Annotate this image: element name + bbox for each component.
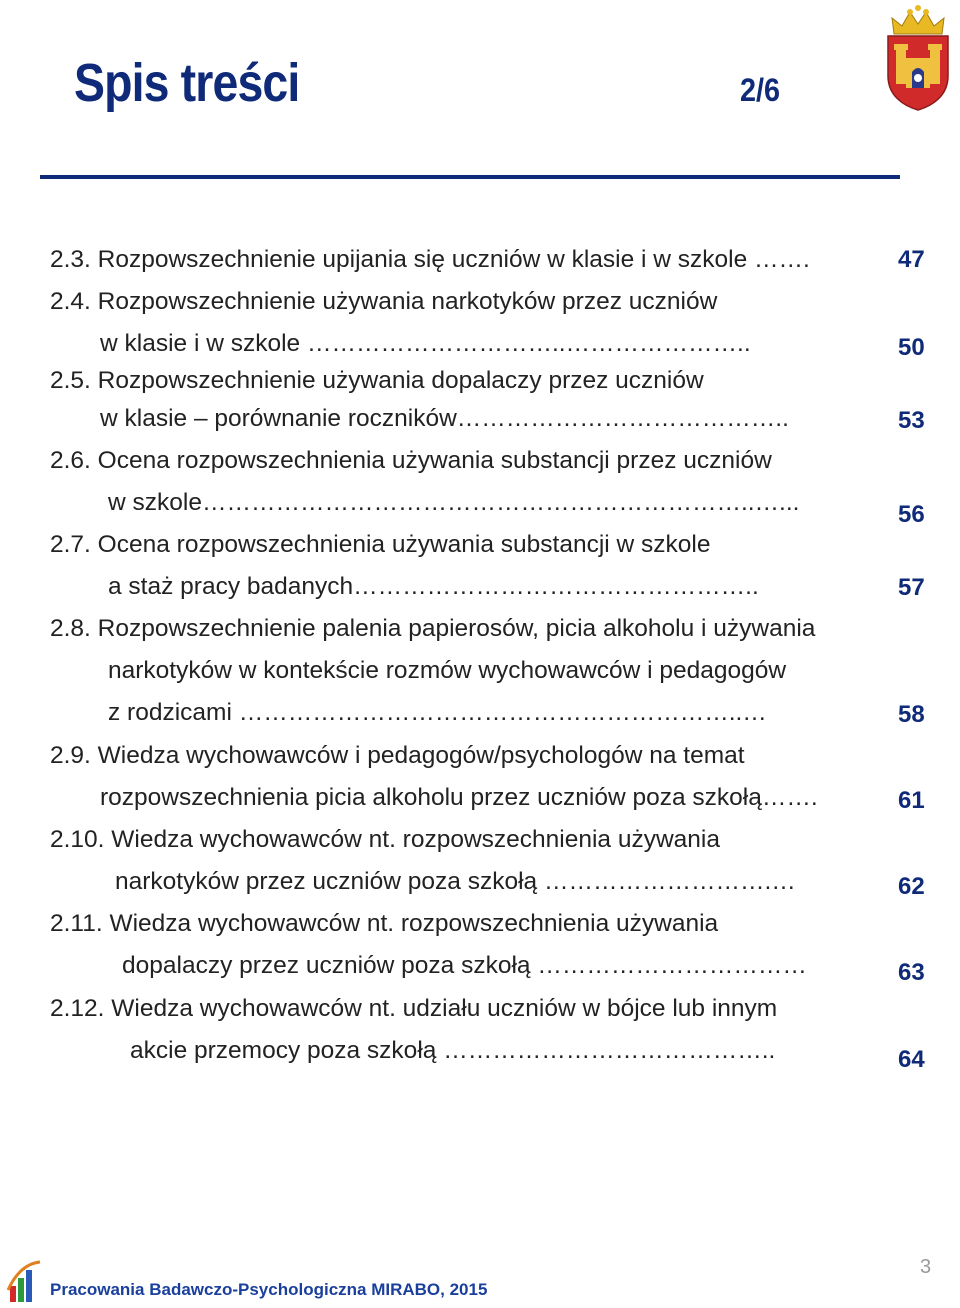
toc-entry-title[interactable]: 2.8. Rozpowszechnienie palenia papierosów, picia alkoholu i używania: [50, 615, 816, 642]
krakow-crest-icon: [880, 4, 956, 112]
toc-entry-page[interactable]: 58: [898, 701, 925, 728]
toc-entry-continuation[interactable]: akcie przemocy poza szkołą …………………………………..: [130, 1037, 776, 1064]
header-divider: [40, 175, 900, 179]
toc-entry-continuation[interactable]: dopalaczy przez uczniów poza szkołą ……………………………: [122, 952, 807, 979]
toc-entry-title[interactable]: 2.6. Ocena rozpowszechnienia używania substancji przez uczniów: [50, 447, 772, 474]
toc-entry-page[interactable]: 57: [898, 574, 925, 601]
toc-entry-title[interactable]: 2.5. Rozpowszechnienie używania dopalaczy przez uczniów: [50, 367, 704, 394]
toc-entry-title[interactable]: 2.10. Wiedza wychowawców nt. rozpowszechnienia używania: [50, 826, 720, 853]
toc-entry-page[interactable]: 63: [898, 959, 925, 986]
toc-entry-continuation[interactable]: w klasie – porównanie roczników…………………………………..: [100, 405, 789, 432]
toc-entry-title[interactable]: 2.12. Wiedza wychowawców nt. udziału uczniów w bójce lub innym: [50, 995, 778, 1022]
section-page-count: 2/6: [740, 72, 781, 108]
toc-entry-title[interactable]: 2.4. Rozpowszechnienie używania narkotyków przez uczniów: [50, 288, 718, 315]
toc-entry-continuation[interactable]: rozpowszechnienia picia alkoholu przez uczniów poza szkołą…….: [100, 784, 818, 811]
toc-entry-title[interactable]: 2.11. Wiedza wychowawców nt. rozpowszechnienia używania: [50, 910, 719, 937]
toc-entry-title[interactable]: 2.3. Rozpowszechnienie upijania się uczniów w klasie i w szkole …….: [50, 246, 810, 273]
toc-entry-page[interactable]: 53: [898, 407, 925, 434]
toc-entry-continuation[interactable]: narkotyków przez uczniów poza szkołą ……………………….…: [115, 868, 796, 895]
footer-text: Pracowania Badawczo-Psychologiczna MIRABO, 2015: [50, 1280, 488, 1299]
toc-entry-continuation[interactable]: w klasie i w szkole …………………………..…………………..: [100, 330, 751, 357]
toc-entry-title[interactable]: 2.7. Ocena rozpowszechnienia używania substancji w szkole: [50, 531, 711, 558]
toc-entry-continuation[interactable]: narkotyków w kontekście rozmów wychowawców i pedagogów: [108, 657, 787, 684]
toc-entry-page[interactable]: 62: [898, 873, 925, 900]
mirabo-logo-icon: [6, 1260, 42, 1304]
toc-entry-page[interactable]: 64: [898, 1046, 925, 1073]
page-number: 3: [920, 1256, 932, 1278]
toc-entry-page[interactable]: 47: [898, 246, 925, 273]
toc-entry-page[interactable]: 56: [898, 501, 925, 528]
toc-entry-page[interactable]: 61: [898, 787, 925, 814]
toc-entry-title[interactable]: 2.9. Wiedza wychowawców i pedagogów/psychologów na temat: [50, 742, 745, 769]
toc-entry-continuation[interactable]: a staż pracy badanych…………………………………………..: [108, 573, 759, 600]
toc-entry-continuation[interactable]: z rodzicami ……………………………………………………..…: [108, 699, 767, 726]
page-title: Spis treści: [74, 53, 300, 113]
toc-entry-continuation[interactable]: w szkole…………………………………………………………..…...: [108, 489, 800, 516]
toc-entry-page[interactable]: 50: [898, 334, 925, 361]
